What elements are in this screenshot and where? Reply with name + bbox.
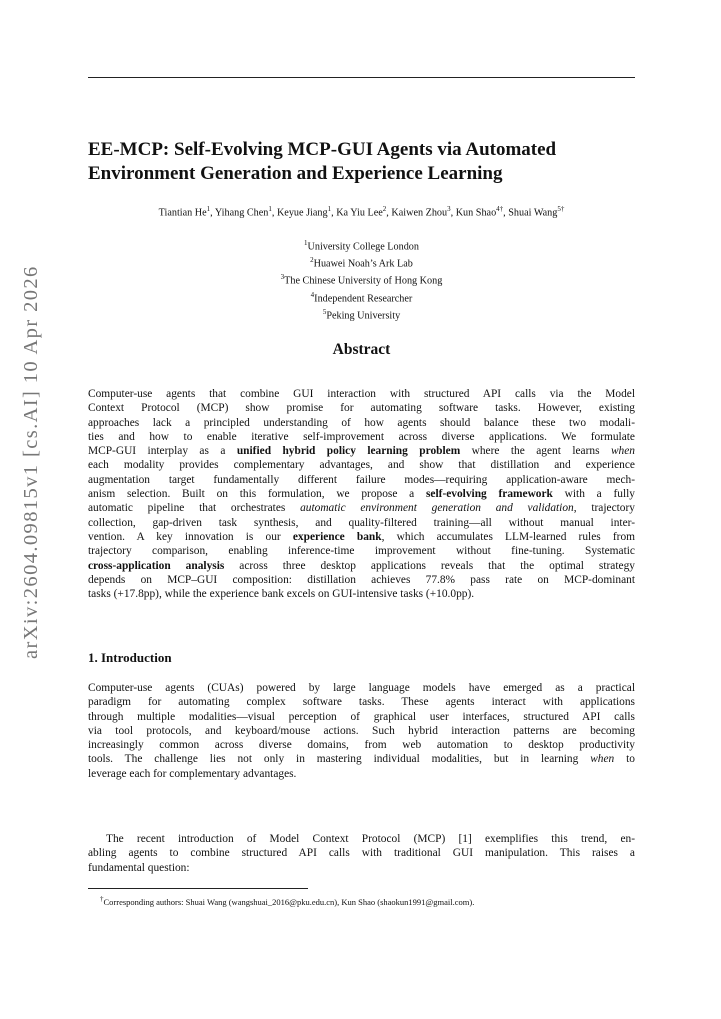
abstract-line: Context Protocol (MCP) show promise for automating software tasks. However, existing bbox=[88, 402, 635, 415]
author-name: , Shuai Wang bbox=[503, 207, 558, 219]
author-name: , Keyue Jiang bbox=[271, 207, 328, 219]
intro-line: abling agents to combine structured API calls with traditional GUI manipulation. This raises a bbox=[88, 847, 635, 860]
affil-number: 5 bbox=[322, 307, 327, 316]
title-line-1: EE-MCP: Self-Evolving MCP-GUI Agents via Automated bbox=[88, 139, 557, 160]
affil-name: Huawei Noah’s Ark Lab bbox=[313, 258, 413, 270]
affil-name: Peking University bbox=[326, 310, 401, 322]
text-run: , trajectory bbox=[573, 502, 635, 515]
author-name: , Kaiwen Zhou bbox=[386, 207, 448, 219]
header-rule bbox=[88, 77, 635, 78]
affiliation bbox=[88, 306, 635, 323]
text-run: across three desktop applications reveals that the optimal strategy bbox=[224, 559, 635, 572]
intro-line: fundamental question: bbox=[88, 861, 190, 874]
bold-term: unified hybrid policy learning problem bbox=[236, 445, 461, 458]
author-name: , Kun Shao bbox=[450, 207, 497, 219]
abstract-line: collection, gap-driven task synthesis, and quality-filtered training—all without manual inter- bbox=[88, 516, 635, 529]
author-name: Tiantian He bbox=[158, 207, 207, 219]
text-run: anism selection. Built on this formulation, we propose a bbox=[88, 488, 426, 501]
intro-line: through multiple modalities—visual perception of graphical user interfaces, structured API calls bbox=[88, 710, 635, 723]
footnote-mark: † bbox=[100, 895, 104, 903]
bold-term: self-evolving framework bbox=[426, 488, 553, 501]
text-run: The recent introduction of Model Context Protocol (MCP) [1] exemplifies this trend, en- bbox=[106, 833, 635, 845]
intro-line: via tool protocols, and keyboard/mouse actions. Such hybrid interaction patterns are becoming bbox=[88, 724, 635, 737]
author-affil-mark: 4† bbox=[496, 205, 504, 213]
italic-term: automatic environment generation and validation bbox=[300, 502, 574, 515]
abstract-line: each modality provides complementary advantages, and show that distillation and experience bbox=[88, 459, 635, 472]
affiliation-list bbox=[88, 237, 635, 323]
bold-term: cross-application analysis bbox=[88, 559, 225, 572]
intro-paragraph-1 bbox=[88, 681, 635, 781]
affiliation bbox=[88, 289, 635, 306]
intro-line bbox=[88, 832, 635, 846]
bold-term: experience bank bbox=[292, 530, 382, 543]
affiliation bbox=[88, 271, 635, 288]
author-name: , Ka Yiu Lee bbox=[331, 207, 383, 219]
text-run: tools. The challenge lies not only in mastering individual modalities, but in learning bbox=[88, 753, 591, 766]
affiliation bbox=[88, 237, 635, 254]
author-affil-mark: 1 bbox=[268, 205, 272, 213]
affil-name: The Chinese University of Hong Kong bbox=[284, 275, 443, 287]
author-affil-mark: 2 bbox=[382, 205, 387, 213]
abstract-line: approaches lack a principled understanding of how agents should balance these two modali- bbox=[88, 416, 635, 429]
section-heading-introduction: 1. Introduction bbox=[88, 650, 172, 665]
italic-term: when bbox=[610, 445, 635, 458]
author-affil-mark: 5† bbox=[557, 205, 565, 213]
intro-line bbox=[88, 752, 635, 766]
abstract-line: ties and how to enable iterative self-improvement across diverse applications. We formulate bbox=[88, 430, 635, 443]
affil-number: 2 bbox=[310, 256, 314, 265]
abstract-line bbox=[88, 530, 635, 544]
abstract-body bbox=[88, 387, 635, 601]
italic-term: when bbox=[590, 753, 615, 766]
intro-paragraph-2 bbox=[88, 832, 635, 875]
footnote bbox=[100, 894, 635, 908]
intro-line: increasingly common across diverse domains, from web automation to desktop productivity bbox=[88, 739, 635, 752]
text-run: MCP-GUI interplay as a bbox=[88, 445, 237, 458]
abstract-line: augmentation target fundamentally different failure modes—requiring application-aware mech- bbox=[88, 473, 635, 486]
text-run: with a fully bbox=[552, 488, 635, 501]
affil-number: 4 bbox=[310, 290, 315, 299]
abstract-line: Computer-use agents that combine GUI interaction with structured API calls via the Model bbox=[88, 388, 635, 400]
abstract-heading: Abstract bbox=[332, 341, 391, 358]
abstract-line: trajectory comparison, enabling inference-time improvement without fine-tuning. Systematic bbox=[88, 545, 635, 558]
intro-line: Computer-use agents (CUAs) powered by large language models have emerged as a practical bbox=[88, 682, 635, 694]
text-run: where the agent learns bbox=[460, 445, 611, 458]
text-run: vention. A key innovation is our bbox=[88, 530, 293, 543]
intro-line: leverage each for complementary advantages. bbox=[88, 767, 297, 780]
arxiv-identifier: arXiv:2604.09815v1 [cs.AI] 10 Apr 2026 bbox=[20, 265, 42, 659]
author-affil-mark: 3 bbox=[447, 205, 451, 213]
affil-number: 3 bbox=[280, 273, 285, 282]
author-list bbox=[88, 205, 635, 218]
abstract-line bbox=[88, 559, 635, 573]
text-run: to bbox=[614, 753, 635, 766]
abstract-line bbox=[88, 501, 635, 515]
author-affil-mark: 1 bbox=[206, 205, 211, 213]
footnote-text: Corresponding authors: Shuai Wang (wangshuai_2016@pku.edu.cn), Kun Shao (shaokun1991@gmail.com). bbox=[103, 896, 475, 907]
author-affil-mark: 1 bbox=[327, 205, 332, 213]
paper-title bbox=[88, 138, 648, 186]
abstract-line bbox=[88, 487, 635, 501]
intro-line: paradigm for automating complex software tasks. These agents interact with applications bbox=[88, 696, 635, 709]
footnote-rule bbox=[88, 888, 308, 889]
title-line-2: Environment Generation and Experience Learning bbox=[88, 163, 503, 184]
author-name: , Yihang Chen bbox=[210, 207, 269, 219]
affil-name: Independent Researcher bbox=[314, 292, 413, 304]
affil-number: 1 bbox=[304, 239, 308, 247]
affil-name: University College London bbox=[307, 241, 419, 253]
text-run: automatic pipeline that orchestrates bbox=[88, 502, 301, 515]
text-run: , which accumulates LLM-learned rules from bbox=[381, 530, 635, 543]
abstract-line bbox=[88, 444, 635, 458]
abstract-line: depends on MCP–GUI composition: distillation achieves 77.8% pass rate on MCP-dominant bbox=[88, 573, 635, 586]
affiliation bbox=[88, 254, 635, 271]
abstract-line: tasks (+17.8pp), while the experience bank excels on GUI-intensive tasks (+10.0pp). bbox=[88, 588, 475, 601]
